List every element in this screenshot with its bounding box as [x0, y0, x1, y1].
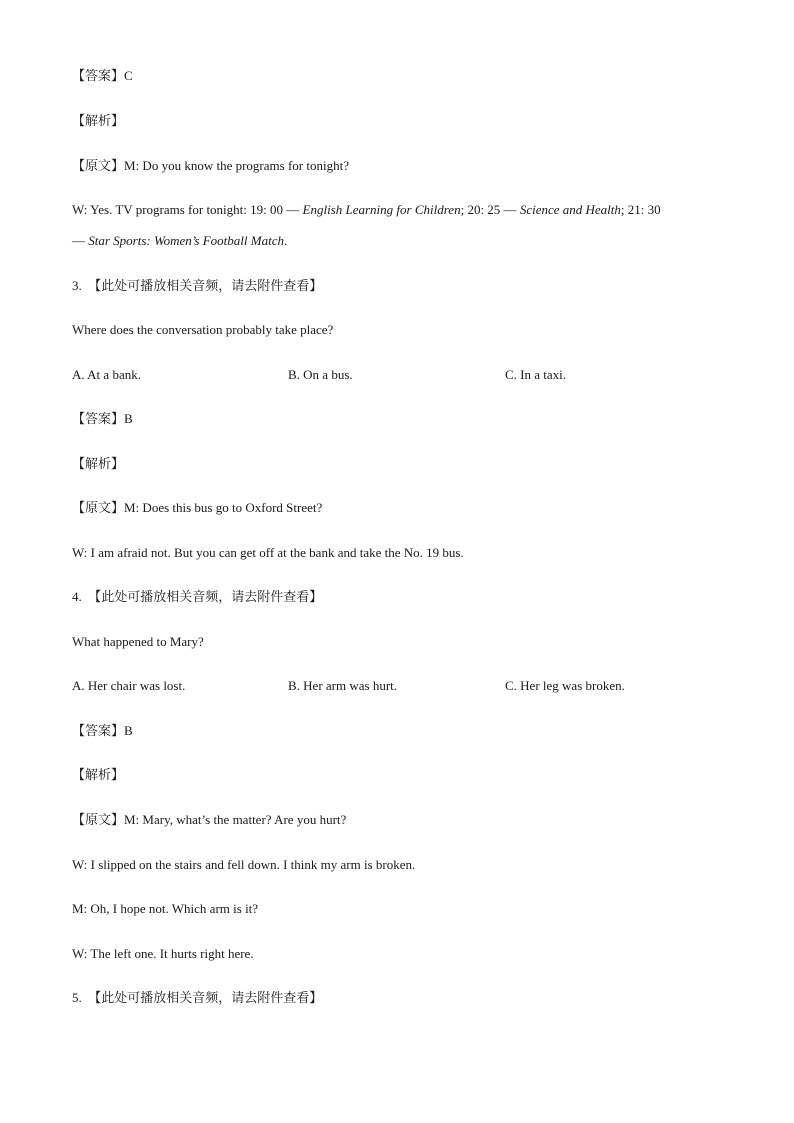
answer-tag: 【答案】 [72, 69, 125, 84]
q2-original-w-cont [72, 232, 287, 250]
q3-option-b: B. On a bus. [288, 367, 353, 382]
program-title: Star Sports: Women’s Football Match [88, 233, 284, 248]
question-number: 5. [72, 990, 82, 1005]
program-title: Science and Health [519, 202, 621, 217]
audio-note: 【此处可播放相关音频，请去附件查看】 [88, 991, 323, 1006]
q4-option-c: C. Her leg was broken. [505, 678, 625, 693]
analysis-tag: 【解析】 [72, 768, 125, 783]
analysis-tag: 【解析】 [72, 457, 125, 472]
analysis-tag: 【解析】 [72, 114, 125, 129]
question-number: 4. [72, 589, 82, 604]
answer-tag: 【答案】 [72, 724, 125, 739]
q4-option-b: B. Her arm was hurt. [288, 678, 398, 693]
q4-option-a: A. Her chair was lost. [72, 678, 186, 693]
q2-original-w [72, 201, 661, 219]
q4-answer [72, 722, 133, 741]
q4-header [72, 588, 322, 607]
transcript-separator: ; 21: 30 [620, 202, 661, 217]
q3-question: Where does the conversation probably take place? [72, 322, 334, 337]
answer-tag: 【答案】 [72, 412, 125, 427]
q3-original-w: W: I am afraid not. But you can get off at the bank and take the No. 19 bus. [72, 545, 464, 560]
q2-original-m [72, 157, 349, 176]
program-title: English Learning for Children [302, 202, 461, 217]
q5-header [72, 989, 322, 1008]
transcript-line: M: Mary, what’s the matter? Are you hurt? [124, 812, 347, 827]
answer-value: B [124, 411, 133, 426]
transcript-line: M: Do you know the programs for tonight? [124, 158, 349, 173]
original-tag: 【原文】 [72, 501, 125, 516]
audio-note: 【此处可播放相关音频，请去附件查看】 [88, 279, 323, 294]
q3-option-c: C. In a taxi. [505, 367, 567, 382]
q3-header [72, 277, 322, 296]
transcript-line: — [72, 233, 89, 248]
q3-option-a: A. At a bank. [72, 367, 141, 382]
answer-value: B [124, 723, 133, 738]
q4-original-w1: W: I slipped on the stairs and fell down. I think my arm is broken. [72, 857, 416, 872]
transcript-separator: ; 20: 25 — [460, 202, 520, 217]
q3-answer [72, 410, 133, 429]
audio-note: 【此处可播放相关音频，请去附件查看】 [88, 590, 323, 605]
transcript-end: . [283, 233, 288, 248]
original-tag: 【原文】 [72, 159, 125, 174]
question-number: 3. [72, 278, 82, 293]
q2-answer [72, 67, 133, 86]
q3-original-m [72, 499, 322, 518]
q3-analysis [72, 455, 124, 474]
q4-analysis [72, 766, 124, 785]
transcript-line: W: Yes. TV programs for tonight: 19: 00 — [72, 202, 303, 217]
transcript-line: M: Does this bus go to Oxford Street? [124, 500, 323, 515]
q2-analysis [72, 112, 124, 131]
original-tag: 【原文】 [72, 813, 125, 828]
q4-original-w2: W: The left one. It hurts right here. [72, 946, 254, 961]
q4-original-m2: M: Oh, I hope not. Which arm is it? [72, 901, 259, 916]
q4-original-m [72, 811, 346, 830]
q4-question: What happened to Mary? [72, 634, 204, 649]
answer-value: C [124, 68, 133, 83]
